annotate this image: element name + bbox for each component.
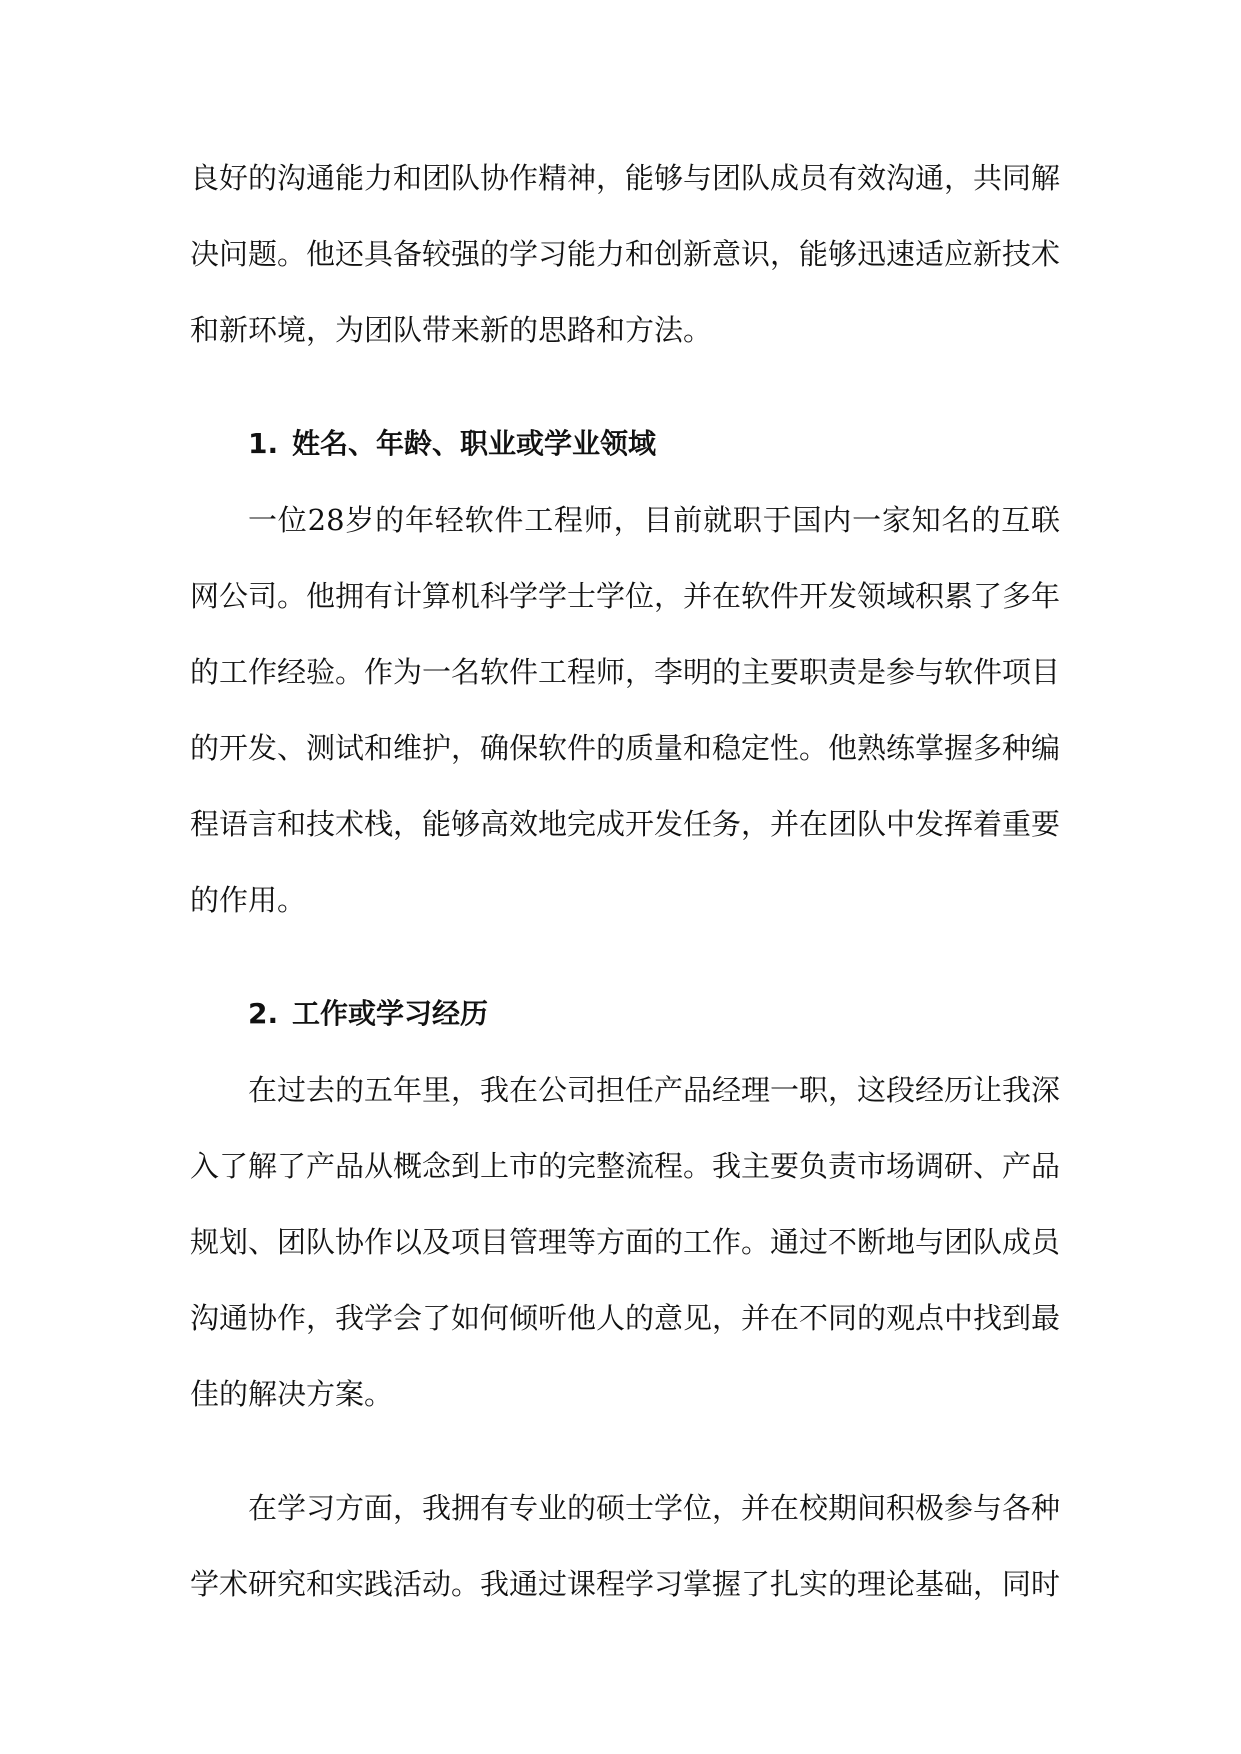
section-heading-2 [190, 976, 1060, 1052]
intro-paragraph: 良好的沟通能力和团队协作精神，能够与团队成员有效沟通，共同解决问题。他还具备较强的学习能力和创新意识，能够迅速适应新技术和新环境，为团队带来新的思路和方法。 [190, 161, 1061, 347]
section-title-2: 工作或学习经历 [292, 997, 489, 1030]
section-number-1: 1. [248, 427, 279, 460]
section-2-paragraph-2: 在学习方面，我拥有专业的硕士学位，并在校期间积极参与各种学术研究和实践活动。我通过课程学习掌握了扎实的理论基础，同时 [190, 1491, 1061, 1601]
section-title-1: 姓名、年龄、职业或学业领域 [292, 427, 657, 460]
section-number-2: 2. [248, 997, 279, 1030]
section-heading-1 [190, 406, 1060, 482]
section-2-paragraph-1: 在过去的五年里，我在公司担任产品经理一职，这段经历让我深入了解了产品从概念到上市的完整流程。我主要负责市场调研、产品规划、团队协作以及项目管理等方面的工作。通过不断地与团队成员沟通协作，我学会了如何倾听他人的意见，并在不同的观点中找到最佳的解决方案。 [190, 1073, 1061, 1411]
section-1-paragraph: 一位28岁的年轻软件工程师，目前就职于国内一家知名的互联网公司。他拥有计算机科学学士学位，并在软件开发领域积累了多年的工作经验。作为一名软件工程师，李明的主要职责是参与软件项目的开发、测试和维护，确保软件的质量和稳定性。他熟练掌握多种编程语言和技术栈，能够高效地完成开发任务，并在团队中发挥着重要的作用。 [190, 503, 1061, 917]
document-body [190, 140, 1060, 1622]
